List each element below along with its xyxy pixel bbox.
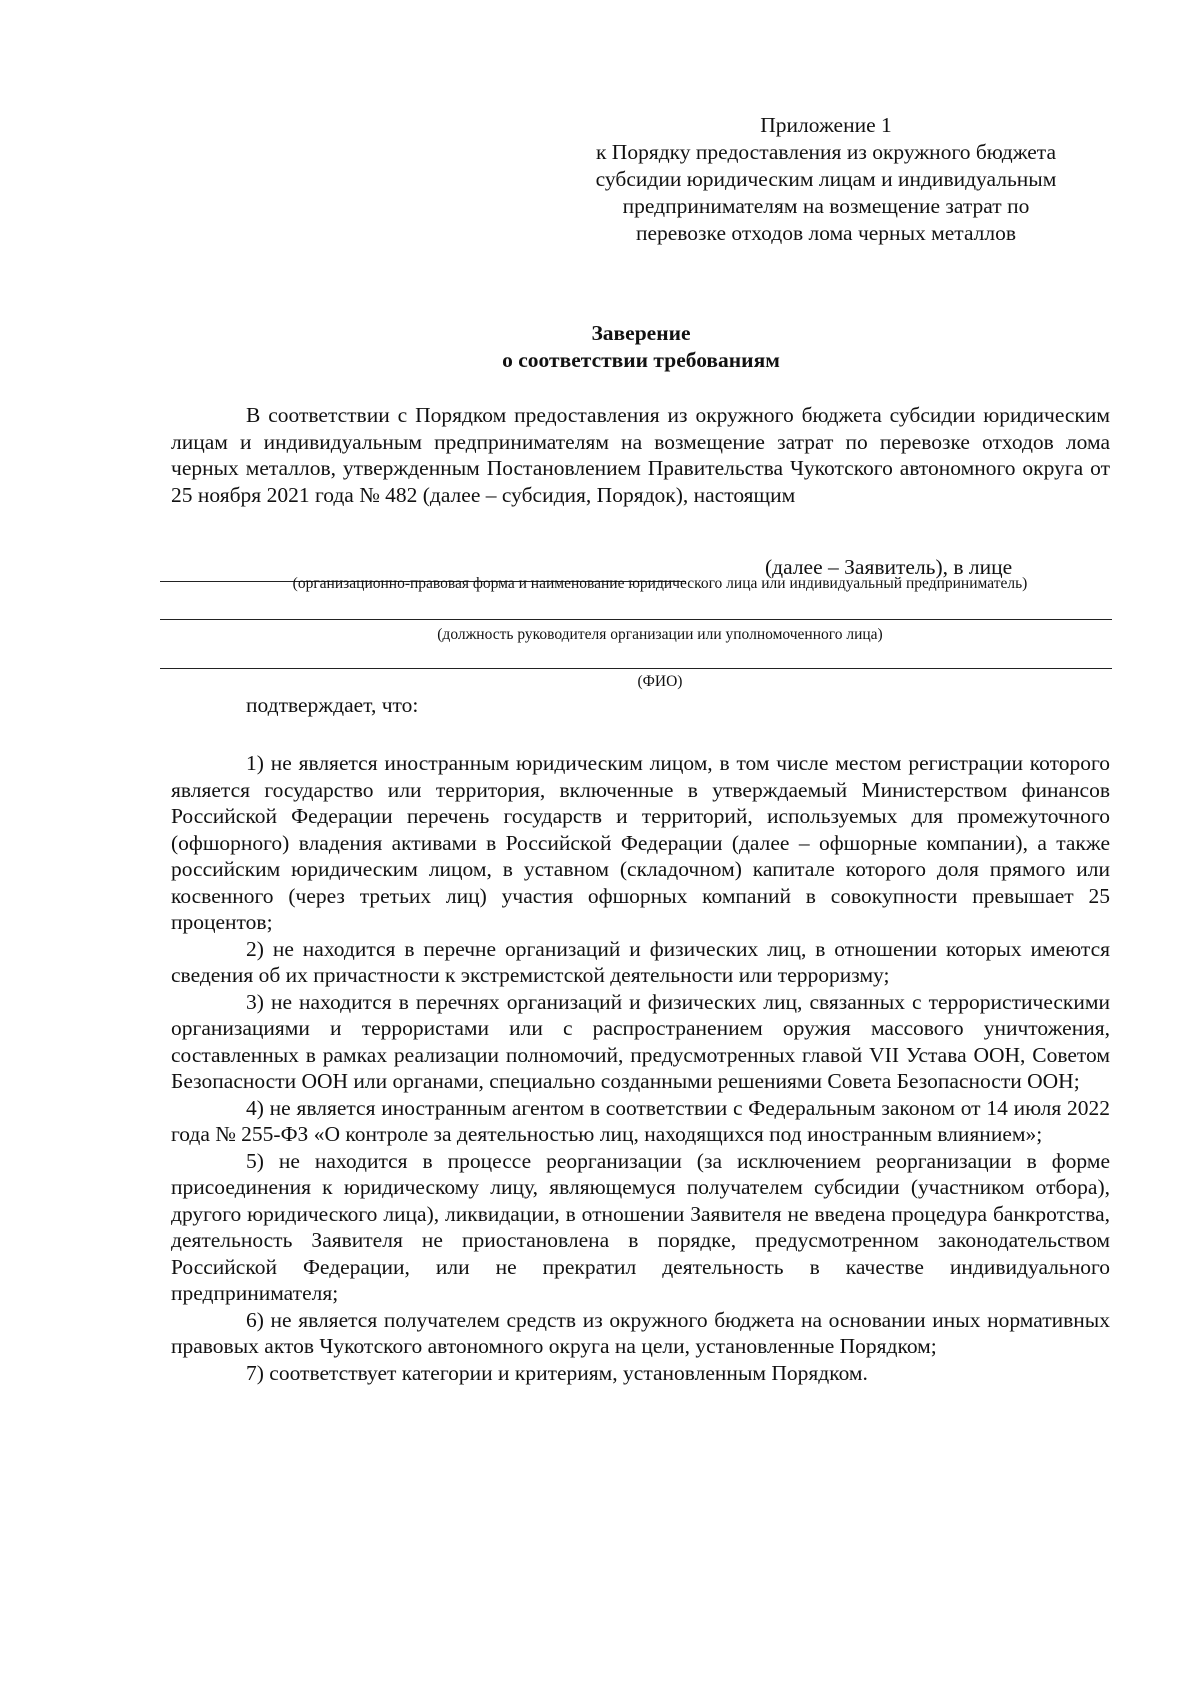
intro-paragraph xyxy=(171,402,1110,508)
appendix-line: субсидии юридическим лицам и индивидуальным xyxy=(595,167,1057,191)
appendix-line: Приложение 1 xyxy=(760,113,892,137)
fio-blank-line xyxy=(160,668,1112,669)
list-item: 3) не находится в перечнях организаций и физических лиц, связанных с террористическими организациями и террористами или с распространением оружия массового уничтожения, составленных в рамках реализации полномочий, предусмотренных главой VII Устава ООН, Советом Безопасности ООН или органами, специально созданными решениями Совета Безопасности ООН; xyxy=(171,989,1110,1093)
caption-position: (должность руководителя организации или уполномоченного лица) xyxy=(437,626,883,643)
title-line-2: о соответствии требованиям xyxy=(502,348,780,372)
confirms-text: подтверждает, что: xyxy=(246,693,419,717)
appendix-line: к Порядку предоставления из окружного бюджета xyxy=(595,140,1057,164)
list-item: 2) не находится в перечне организаций и физических лиц, в отношении которых имеются сведения об их причастности к экстремистской деятельности или терроризму; xyxy=(171,936,1110,987)
document-title xyxy=(0,320,1200,374)
requirements-list xyxy=(171,750,1110,1386)
list-item: 6) не является получателем средств из окружного бюджета на основании иных нормативных правовых актов Чукотского автономного округа на цели, установленные Порядком; xyxy=(171,1307,1110,1358)
appendix-header xyxy=(570,112,1082,247)
position-blank-line xyxy=(160,619,1112,620)
list-item: 7) соответствует категории и критериям, установленным Порядком. xyxy=(246,1360,868,1385)
list-item: 4) не является иностранным агентом в соответствии с Федеральным законом от 14 июля 2022 года № 255-ФЗ «О контроле за деятельностью лиц, находящихся под иностранным влиянием»; xyxy=(171,1095,1110,1146)
applicant-suffix: (далее – Заявитель), в лице xyxy=(765,555,1013,579)
appendix-line: предпринимателям на возмещение затрат по xyxy=(622,194,1030,218)
list-item: 1) не является иностранным юридическим лицом, в том числе местом регистрации которого является государство или территория, включенные в утверждаемый Министерством финансов Российской Федерации перечень государств и территорий, используемых для промежуточного (офшорного) владения активами в Российской Федерации (далее – офшорные компании), а также российским юридическим лицом, в уставном (складочном) капитале которого доля прямого или косвенного (через третьих лиц) участия офшорных компаний в совокупности превышает 25 процентов; xyxy=(171,751,1110,934)
intro-text: В соответствии с Порядком предоставления из окружного бюджета субсидии юридическим лицам и индивидуальным предпринимателям на возмещение затрат по перевозке отходов лома черных металлов, утвержденным Постановлением Правительства Чукотского автономного округа от 25 ноября 2021 года № 482 (далее – субсидия, Порядок), настоящим xyxy=(171,403,1110,507)
caption-fio: (ФИО) xyxy=(637,673,683,690)
appendix-line: перевозке отходов лома черных металлов xyxy=(635,221,1017,245)
caption-organization: (организационно-правовая форма и наименование юридического лица или индивидуальный предприниматель) xyxy=(292,575,1028,592)
list-item: 5) не находится в процессе реорганизации (за исключением реорганизации в форме присоединения к юридическому лицу, являющемуся получателем субсидии (участником отбора), другого юридического лица), ликвидации, в отношении Заявителя не введена процедура банкротства, деятельность Заявителя не приостановлена в порядке, предусмотренном законодательством Российской Федерации, или не прекратил деятельность в качестве индивидуального предпринимателя; xyxy=(171,1148,1110,1305)
title-line-1: Заверение xyxy=(591,321,691,345)
